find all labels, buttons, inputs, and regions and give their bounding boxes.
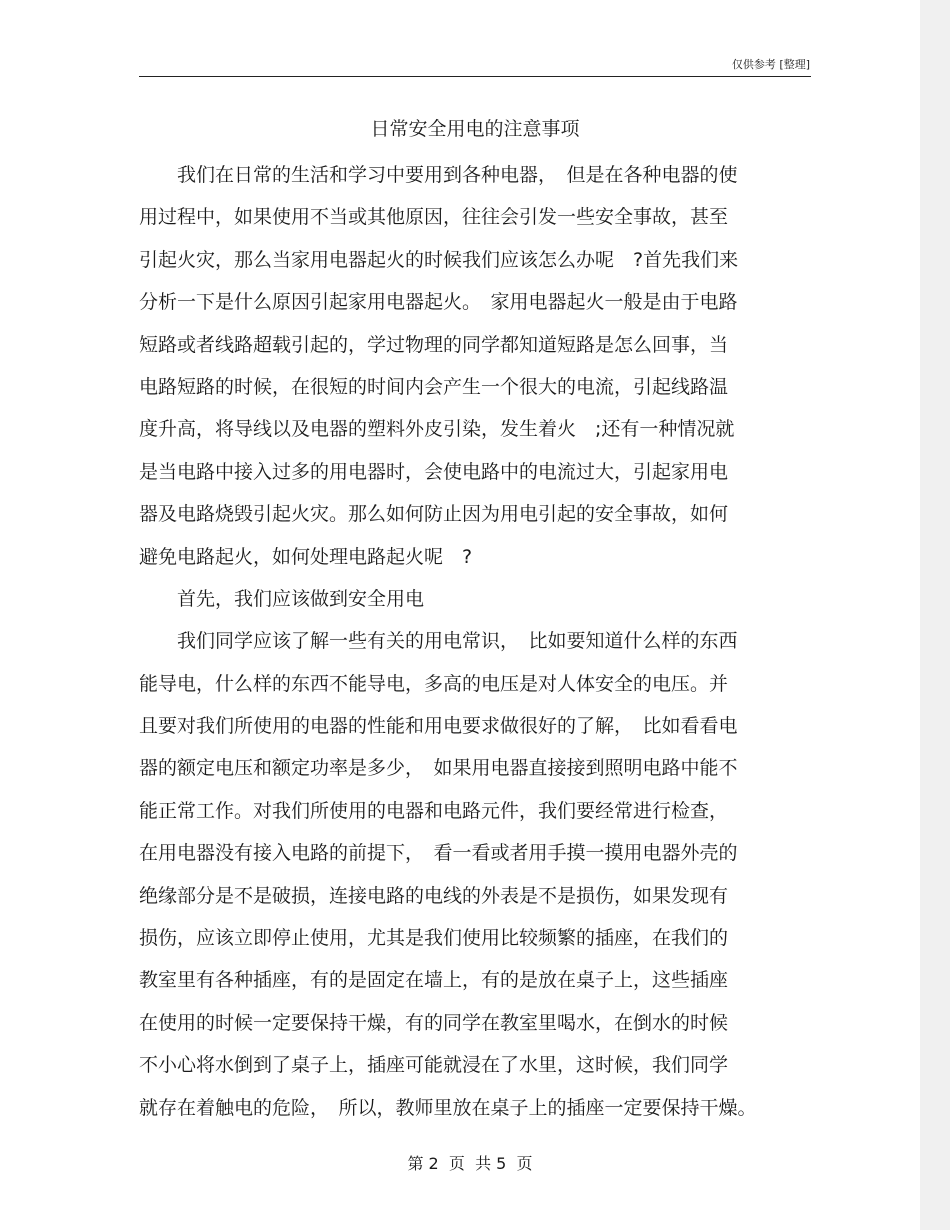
body-line: 教室里有各种插座，有的是固定在墙上，有的是放在桌子上，这些插座 <box>139 969 729 992</box>
body-line: 避免电路起火，如何处理电路起火呢 ? <box>139 545 473 568</box>
body-line: 能正常工作。对我们所使用的电器和电路元件，我们要经常进行检查， <box>139 799 729 822</box>
body-line: 不小心将水倒到了桌子上，插座可能就浸在了水里，这时候，我们同学 <box>139 1054 729 1077</box>
body-line: 损伤，应该立即停止使用，尤其是我们使用比较频繁的插座，在我们的 <box>139 927 729 950</box>
body-line: 且要对我们所使用的电器的性能和用电要求做很好的了解， 比如看看电 <box>139 715 738 738</box>
body-line: 我们同学应该了解一些有关的用电常识， 比如要知道什么样的东西 <box>139 630 738 653</box>
viewer-background <box>920 0 950 1230</box>
body-line: 分析一下是什么原因引起家用电器起火。 家用电器起火一般是由于电路 <box>139 291 738 314</box>
document-body <box>139 154 839 1129</box>
body-line: 度升高，将导线以及电器的塑料外皮引染，发生着火 ;还有一种情况就 <box>139 418 735 441</box>
body-line: 用过程中，如果使用不当或其他原因，往往会引发一些安全事故，甚至 <box>139 206 729 229</box>
body-line: 绝缘部分是不是破损，连接电路的电线的外表是不是损伤，如果发现有 <box>139 884 729 907</box>
body-line: 在使用的时候一定要保持干燥，有的同学在教室里喝水，在倒水的时候 <box>139 1011 729 1034</box>
body-line: 电路短路的时候，在很短的时间内会产生一个很大的电流，引起线路温 <box>139 375 729 398</box>
body-line: 能导电，什么样的东西不能导电，多高的电压是对人体安全的电压。并 <box>139 672 729 695</box>
body-line: 我们在日常的生活和学习中要用到各种电器， 但是在各种电器的使 <box>139 164 738 186</box>
body-line: 器的额定电压和额定功率是多少， 如果用电器直接接到照明电路中能不 <box>139 757 738 780</box>
page-number-footer: 第 2 页 共 5 页 <box>407 1154 533 1173</box>
document-title: 日常安全用电的注意事项 <box>370 118 580 140</box>
body-line: 器及电路烧毁引起火灾。那么如何防止因为用电引起的安全事故，如何 <box>139 503 729 526</box>
body-line: 在用电器没有接入电路的前提下， 看一看或者用手摸一摸用电器外壳的 <box>139 842 738 865</box>
body-line: 短路或者线路超载引起的，学过物理的同学都知道短路是怎么回事，当 <box>139 333 729 356</box>
header-rule <box>139 76 811 77</box>
body-line: 首先，我们应该做到安全用电 <box>139 587 425 610</box>
page-header: 仅供参考 [整理] <box>731 58 810 71</box>
body-line: 是当电路中接入过多的用电器时，会使电路中的电流过大，引起家用电 <box>139 460 729 483</box>
body-line: 引起火灾，那么当家用电器起火的时候我们应该怎么办呢 ?首先我们来 <box>139 248 739 271</box>
body-line: 就存在着触电的危险， 所以，教师里放在桌子上的插座一定要保持干燥。 <box>139 1096 757 1119</box>
